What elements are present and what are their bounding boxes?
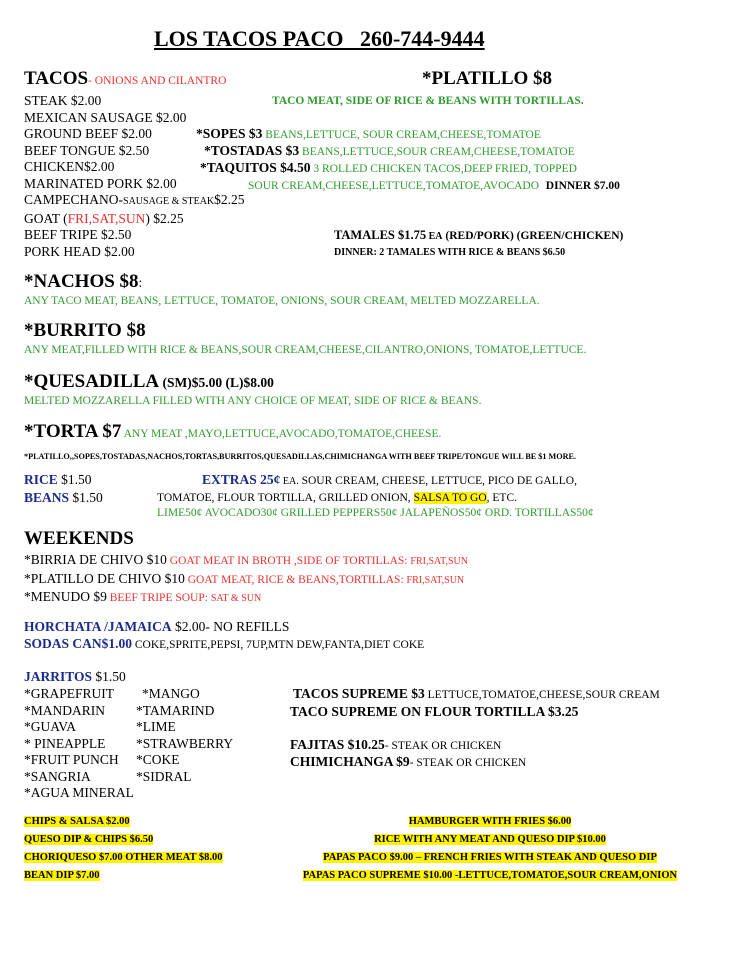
- tamales-line1: TAMALES $1.75 EA (RED/PORK) (GREEN/CHICKEN): [334, 228, 624, 242]
- jarritos-line: JARRITOS $1.50: [24, 669, 126, 684]
- quesadilla-header: [24, 371, 274, 393]
- sodas-line: SODAS CAN$1.00 COKE,SPRITE,PEPSI, 7UP,MTN DEW,FANTA,DIET COKE: [24, 636, 425, 651]
- taco-item: MEXICAN SAUSAGE $2.00: [24, 109, 187, 125]
- taquitos-desc2: SOUR CREAM,CHEESE,LETTUCE,TOMATOE,AVOCADO: [248, 180, 540, 192]
- taco-item: CHICKEN$2.00: [24, 159, 115, 174]
- extras-label: EXTRAS 25¢: [202, 472, 281, 487]
- rice-label: RICE: [24, 472, 58, 487]
- restaurant-name: LOS TACOS PACO: [154, 26, 344, 51]
- flavor-item: *MANGO: [142, 686, 200, 701]
- flavor-item: *FRUIT PUNCH: [24, 752, 119, 767]
- tacos-header: [24, 68, 226, 90]
- yellow-item: PAPAS PACO $9.00 – FRENCH FRIES WITH STEAK AND QUESO DIP: [323, 852, 657, 863]
- yellow-specials-right: [270, 811, 710, 883]
- flavor-item: *MANDARIN: [24, 702, 105, 718]
- nachos-heading: *NACHOS $8: [24, 271, 139, 292]
- fajitas-name: FAJITAS $10.25: [290, 737, 385, 752]
- sopes-name: *SOPES $3: [196, 126, 263, 141]
- surcharge-note: *PLATILLO,,SOPES,TOSTADAS,NACHOS,TORTAS,BURRITOS,QUESADILLAS,CHIMICHANGA WITH BEEF TRIPE/TONGUE WILL BE $1 MORE.: [24, 452, 577, 461]
- torta-desc: ANY MEAT ,MAYO,LETTUCE,AVOCADO,TOMATOE,CHEESE.: [121, 428, 442, 440]
- taquitos-name: *TAQUITOS $4.50: [200, 160, 311, 175]
- flavor-item: * PINEAPPLE: [24, 735, 106, 751]
- flavor-item: *AGUA MINERAL: [24, 785, 134, 800]
- flavor-item: *TAMARIND: [136, 702, 215, 718]
- nachos-header: *NACHOS $8:: [24, 271, 143, 292]
- yellow-item: RICE WITH ANY MEAT AND QUESO DIP $10.00: [374, 834, 606, 845]
- taco-item-campechano: CAMPECHANO-SAUSAGE & STEAK$2.25: [24, 192, 245, 207]
- horchata-line: HORCHATA /JAMAICA $2.00- NO REFILLS: [24, 619, 290, 634]
- tacos-supreme-name: TACOS SUPREME $3: [293, 686, 425, 701]
- platillo-heading: *PLATILLO $8: [422, 68, 553, 89]
- jarritos-flavors-col1: [24, 686, 134, 802]
- chimichanga-line: CHIMICHANGA $9- STEAK OR CHICKEN: [290, 754, 527, 769]
- tacos-heading: TACOS: [24, 68, 89, 89]
- taco-item: GROUND BEEF $2.00: [24, 126, 152, 141]
- weekend-item: *BIRRIA DE CHIVO $10 GOAT MEAT IN BROTH ,SIDE OF TORTILLAS: FRI,SAT,SUN: [24, 552, 468, 567]
- taco-item: MARINATED PORK $2.00: [24, 175, 177, 191]
- yellow-item: CHORIQUESO $7.00 OTHER MEAT $8.00: [24, 852, 223, 863]
- salsa-highlight: SALSA TO GO: [413, 492, 487, 504]
- beans-line: BEANS $1.50: [24, 490, 103, 505]
- extras-line2: TOMATOE, FLOUR TORTILLA, GRILLED ONION, SALSA TO GO, ETC.: [157, 492, 517, 504]
- weekend-item: *MENUDO $9 BEEF TRIPE SOUP: SAT & SUN: [24, 589, 262, 604]
- tostadas-name: *TOSTADAS $3: [204, 143, 300, 158]
- taquitos-dinner: DINNER $7.00: [545, 180, 620, 192]
- torta-heading: *TORTA $7: [24, 421, 122, 442]
- fajitas-line: FAJITAS $10.25- STEAK OR CHICKEN: [290, 737, 502, 752]
- phone-number: 260-744-9444: [359, 26, 485, 51]
- chimichanga-name: CHIMICHANGA $9: [290, 754, 410, 769]
- taquitos-desc: 3 ROLLED CHICKEN TACOS,DEEP FRIED, TOPPED: [310, 163, 577, 175]
- taco-item-goat: GOAT (FRI,SAT,SUN) $2.25: [24, 210, 184, 226]
- quesadilla-heading: *QUESADILLA: [24, 371, 160, 392]
- flavor-item: *LIME: [136, 719, 176, 734]
- sopes-desc: BEANS,LETTUCE, SOUR CREAM,CHEESE,TOMATOE: [262, 129, 541, 141]
- weekend-item: *PLATILLO DE CHIVO $10 GOAT MEAT, RICE & BEANS,TORTILLAS: FRI,SAT,SUN: [24, 570, 465, 586]
- weekends-heading: WEEKENDS: [24, 528, 134, 549]
- taquitos-line2: [248, 177, 620, 195]
- sodas-label: SODAS CAN$1.00: [24, 636, 133, 651]
- beans-label: BEANS: [24, 490, 70, 505]
- burrito-desc: ANY MEAT,FILLED WITH RICE & BEANS,SOUR CREAM,CHEESE,CILANTRO,ONIONS, TOMATOE,LETTUCE.: [24, 344, 587, 356]
- jarritos-flavors-col2: [136, 686, 233, 785]
- torta-header: [24, 421, 441, 443]
- yellow-item: CHIPS & SALSA $2.00: [24, 816, 130, 827]
- yellow-item: PAPAS PACO SUPREME $10.00 -LETTUCE,TOMATOE,SOUR CREAM,ONION: [302, 870, 678, 881]
- menu-title: [154, 26, 485, 52]
- weekends-list: [24, 552, 468, 608]
- extras-line3: LIME50¢ AVOCADO30¢ GRILLED PEPPERS50¢ JALAPEÑOS50¢ ORD. TORTILLAS50¢: [157, 507, 594, 519]
- tostadas-line: [204, 143, 575, 161]
- taco-item: BEEF TRIPE $2.50: [24, 227, 132, 242]
- tamales-line2: DINNER: 2 TAMALES WITH RICE & BEANS $6.50: [334, 247, 566, 258]
- quesadilla-desc: MELTED MOZZARELLA FILLED WITH ANY CHOICE OF MEAT, SIDE OF RICE & BEANS.: [24, 395, 482, 407]
- nachos-desc: ANY TACO MEAT, BEANS, LETTUCE, TOMATOE, ONIONS, SOUR CREAM, MELTED MOZZARELLA.: [24, 295, 540, 307]
- flavor-item: *SIDRAL: [136, 768, 192, 784]
- taco-item: STEAK $2.00: [24, 93, 102, 108]
- rice-line: RICE $1.50: [24, 472, 92, 487]
- jarritos-label: JARRITOS: [24, 669, 93, 684]
- tacos-supreme-line: TACOS SUPREME $3 LETTUCE,TOMATOE,CHEESE,SOUR CREAM: [293, 686, 660, 701]
- yellow-item: HAMBURGER WITH FRIES $6.00: [408, 816, 572, 827]
- taquitos-line: [200, 160, 577, 178]
- taco-item: BEEF TONGUE $2.50: [24, 142, 150, 158]
- sopes-line: [196, 126, 541, 144]
- taco-supreme-flour: TACO SUPREME ON FLOUR TORTILLA $3.25: [290, 704, 579, 719]
- flavor-item: *STRAWBERRY: [136, 735, 234, 751]
- horchata-label: HORCHATA /JAMAICA: [24, 619, 172, 634]
- burrito-heading: *BURRITO $8: [24, 320, 146, 341]
- tacos-note: - ONIONS AND CILANTRO: [88, 75, 227, 87]
- yellow-specials-left: [24, 811, 223, 883]
- flavor-item: *GUAVA: [24, 719, 77, 734]
- yellow-item: QUESO DIP & CHIPS $6.50: [24, 834, 154, 845]
- flavor-item: *SANGRIA: [24, 768, 91, 784]
- yellow-item: BEAN DIP $7.00: [24, 870, 100, 881]
- flavor-item: *COKE: [136, 752, 180, 767]
- flavor-item: *GRAPEFRUIT: [24, 686, 115, 701]
- platillo-desc: TACO MEAT, SIDE OF RICE & BEANS WITH TORTILLAS.: [272, 95, 584, 107]
- taco-item: PORK HEAD $2.00: [24, 243, 135, 259]
- quesadilla-prices: (SM)$5.00 (L)$8.00: [159, 375, 274, 390]
- tostadas-desc: BEANS,LETTUCE,SOUR CREAM,CHEESE,TOMATOE: [299, 146, 575, 158]
- extras-line1: EXTRAS 25¢ EA. SOUR CREAM, CHEESE, LETTUCE, PICO DE GALLO,: [202, 472, 577, 487]
